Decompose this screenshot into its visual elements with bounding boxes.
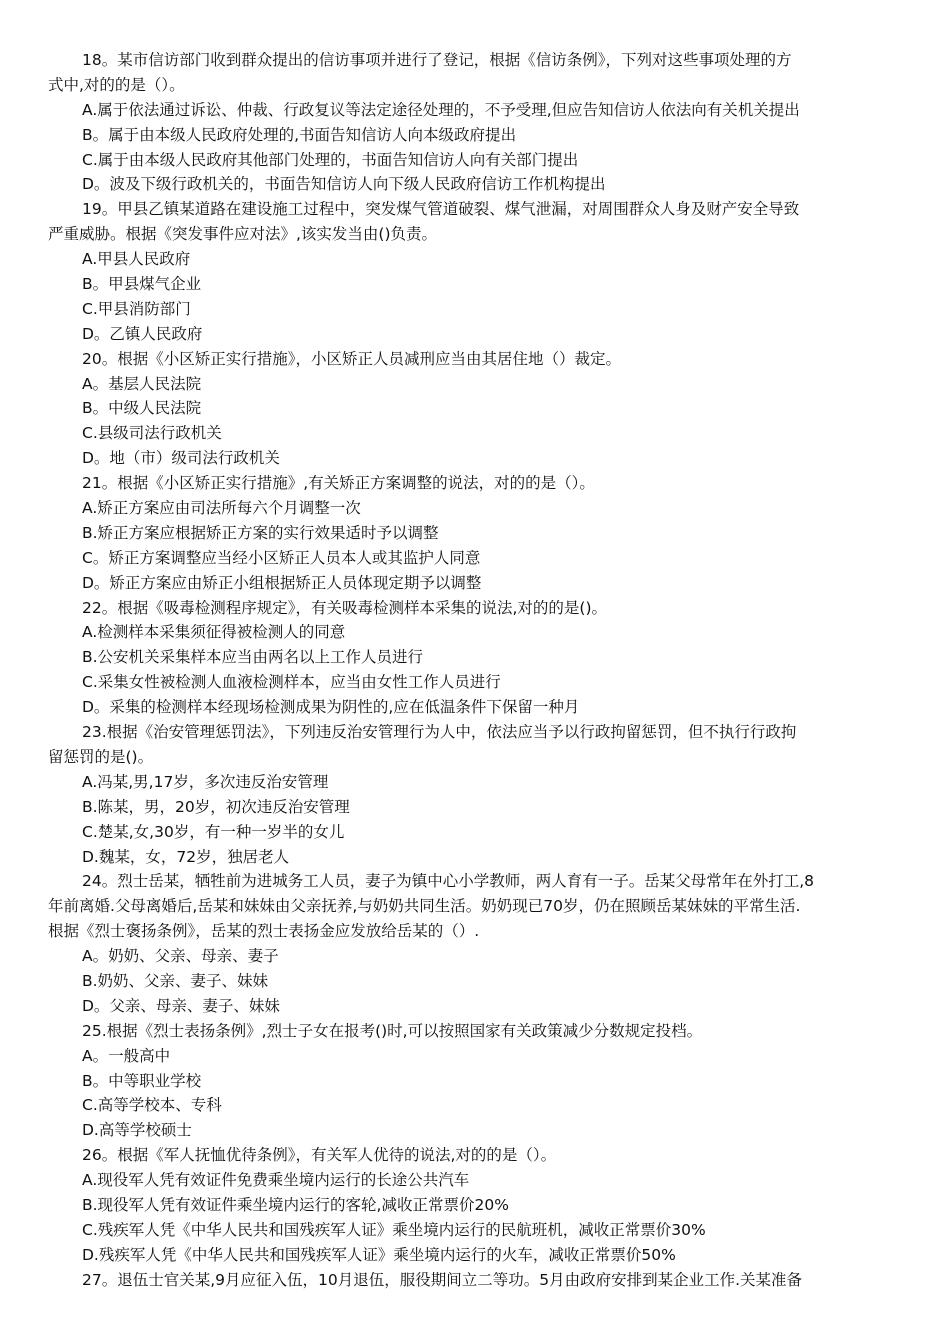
option-line: A。一般高中: [82, 1046, 171, 1065]
option-line: A.冯某,男,17岁，多次违反治安管理: [82, 772, 329, 791]
option-line: A.矫正方案应由司法所每六个月调整一次: [82, 499, 361, 518]
option-line: C。矫正方案调整应当经小区矫正人员本人或其监护人同意: [82, 548, 481, 567]
option-line: A.属于依法通过诉讼、仲裁、行政复议等法定途径处理的，不予受理,但应告知信访人依法向有关机关提出: [82, 100, 800, 119]
question-line: 20。根据《小区矫正实行措施》，小区矫正人员减刑应当由其居住地（）裁定。: [82, 349, 621, 368]
continuation-line: 年前离婚.父母离婚后,岳某和妹妹由父亲抚养,与奶奶共同生活。奶奶现已70岁，仍在照顾岳某妹妹的平常生活.: [48, 897, 801, 916]
question-line: 18。某市信访部门收到群众提出的信访事项并进行了登记，根据《信访条例》，下列对这些事项处理的方: [82, 51, 792, 69]
option-line: D。采集的检测样本经现场检测成果为阴性的,应在低温条件下保留一种月: [82, 698, 580, 717]
question-line: 24。烈士岳某，牺牲前为进城务工人员，妻子为镇中心小学教师，两人育有一子。岳某父母常年在外打工,8: [82, 872, 815, 891]
option-line: A。奶奶、父亲、母亲、妻子: [82, 947, 279, 966]
option-line: C.采集女性被检测人血液检测样本，应当由女性工作人员进行: [82, 673, 501, 692]
option-line: A。基层人民法院: [82, 374, 202, 393]
option-line: B。中等职业学校: [82, 1071, 202, 1090]
question-line: 22。根据《吸毒检测程序规定》，有关吸毒检测样本采集的说法,对的的是()。: [82, 598, 607, 617]
continuation-line: 式中,对的的是（）。: [48, 75, 185, 94]
option-line: D.残疾军人凭《中华人民共和国残疾军人证》乘坐境内运行的火车，减收正常票价50%: [82, 1245, 676, 1264]
continuation-line: 严重威胁。根据《突发事件应对法》,该实发当由()负责。: [48, 225, 438, 244]
option-line: C.高等学校本、专科: [82, 1096, 222, 1115]
option-line: D。父亲、母亲、妻子、妹妹: [82, 996, 280, 1015]
question-line: 19。甲县乙镇某道路在建设施工过程中，突发煤气管道破裂、煤气泄漏，对周围群众人身及财产安全导致: [82, 200, 800, 219]
option-line: B。甲县煤气企业: [82, 275, 202, 294]
option-line: A.甲县人民政府: [82, 250, 191, 269]
question-line: 23.根据《治安管理惩罚法》，下列违反治安管理行为人中，依法应当予以行政拘留惩罚，但不执行行政拘: [82, 723, 797, 742]
option-line: B.公安机关采集样本应当由两名以上工作人员进行: [82, 648, 424, 667]
question-line: 21。根据《小区矫正实行措施》,有关矫正方案调整的说法，对的的是（）。: [82, 474, 595, 493]
question-line: 26。根据《军人抚恤优待条例》，有关军人优待的说法,对的的是（）。: [82, 1146, 557, 1165]
option-line: B。属于由本级人民政府处理的,书面告知信访人向本级政府提出: [82, 125, 517, 144]
option-line: D。地（市）级司法行政机关: [82, 449, 280, 468]
question-line: 27。退伍士官关某,9月应征入伍，10月退伍，服役期间立二等功。5月由政府安排到某企业工作.关某准备: [82, 1270, 803, 1289]
option-line: B.现役军人凭有效证件乘坐境内运行的客轮,减收正常票价20%: [82, 1195, 509, 1214]
continuation-line: 留惩罚的是()。: [48, 747, 154, 766]
option-line: D.高等学校硕士: [82, 1121, 192, 1140]
question-line: 25.根据《烈士表扬条例》,烈士子女在报考()时,可以按照国家有关政策减少分数规定投档。: [82, 1021, 703, 1040]
option-line: C.残疾军人凭《中华人民共和国残疾军人证》乘坐境内运行的民航班机，减收正常票价30%: [82, 1220, 706, 1239]
option-line: C.县级司法行政机关: [82, 424, 222, 443]
option-line: D。乙镇人民政府: [82, 324, 203, 343]
option-line: D。矫正方案应由矫正小组根据矫正人员体现定期予以调整: [82, 573, 482, 592]
option-line: C.楚某,女,30岁，有一种一岁半的女儿: [82, 822, 345, 841]
option-line: D.魏某，女，72岁，独居老人: [82, 847, 290, 866]
option-line: C.属于由本级人民政府其他部门处理的，书面告知信访人向有关部门提出: [82, 150, 579, 169]
option-line: B.奶奶、父亲、妻子、妹妹: [82, 971, 269, 990]
option-line: B.陈某，男，20岁，初次违反治安管理: [82, 797, 350, 816]
option-line: A.检测样本采集须征得被检测人的同意: [82, 623, 346, 642]
continuation-line: 根据《烈士褒扬条例》，岳某的烈士表扬金应发放给岳某的（）.: [48, 922, 480, 941]
option-line: C.甲县消防部门: [82, 299, 191, 318]
option-line: D。波及下级行政机关的，书面告知信访人向下级人民政府信访工作机构提出: [82, 175, 606, 194]
option-line: B。中级人民法院: [82, 399, 202, 418]
option-line: B.矫正方案应根据矫正方案的实行效果适时予以调整: [82, 523, 439, 542]
option-line: A.现役军人凭有效证件免费乘坐境内运行的长途公共汽车: [82, 1171, 470, 1190]
